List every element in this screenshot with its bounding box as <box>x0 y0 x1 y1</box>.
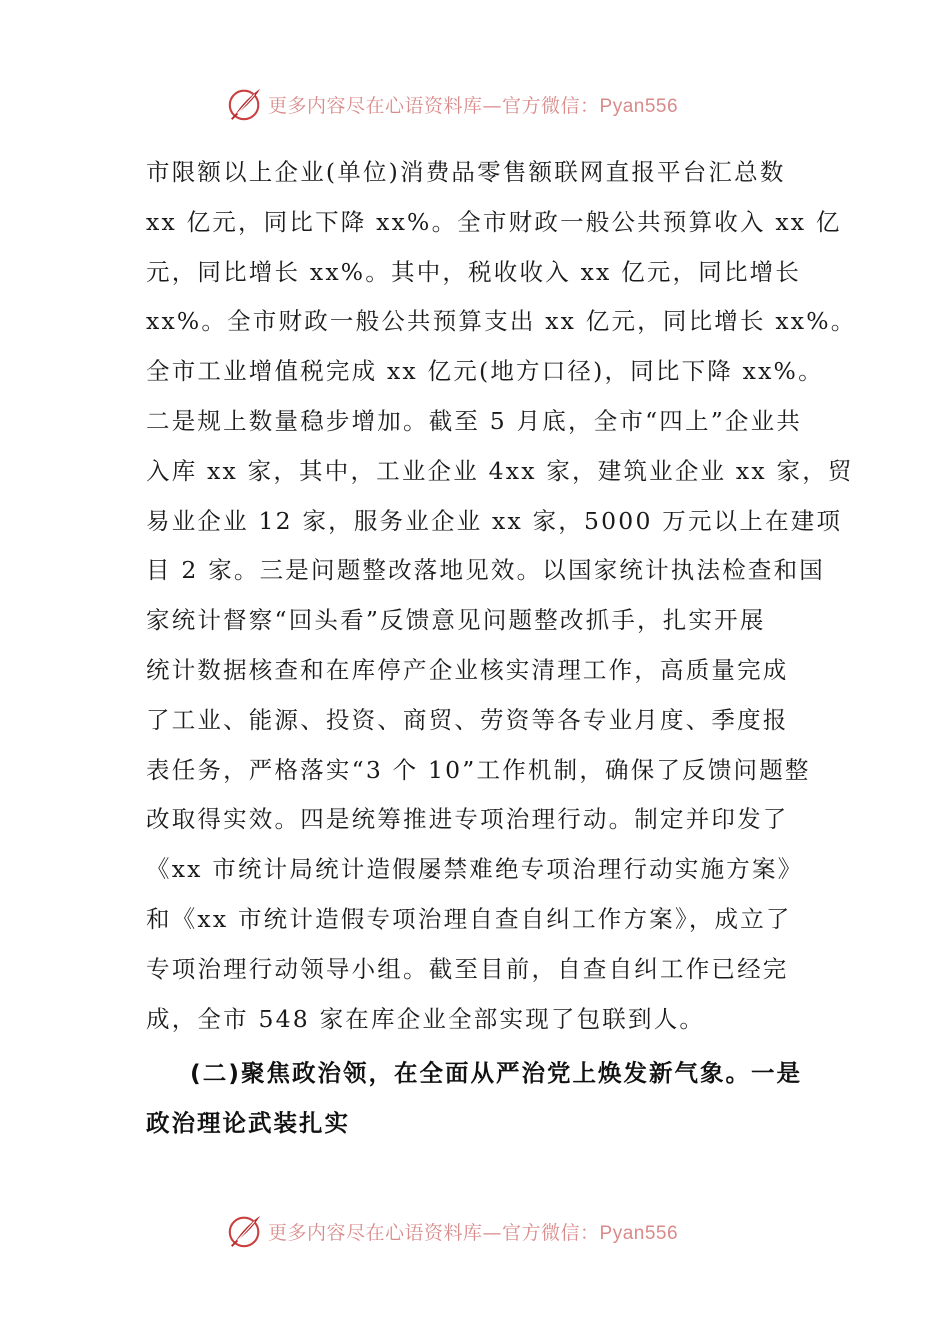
text-line: 专项治理行动领导小组。截至目前，自查自纠工作已经完 <box>146 954 789 983</box>
text-line: 市限额以上企业(单位)消费品零售额联网直报平台汇总数 <box>146 158 786 186</box>
text-line: 家统计督察“回头看”反馈意见问题整改抓手，扎实开展 <box>146 606 766 635</box>
footer-watermark <box>226 1211 746 1251</box>
watermark-text: 更多内容尽在心语资料库—官方微信：Pyan556 <box>268 1221 679 1244</box>
text-line: xx 亿元，同比下降 xx%。全市财政一般公共预算收入 xx 亿 <box>146 207 842 236</box>
text-line: 改取得实效。四是统筹推进专项治理行动。制定并印发了 <box>146 805 789 834</box>
text-line: 统计数据核查和在库停产企业核实清理工作，高质量完成 <box>146 655 789 684</box>
text-line: 全市工业增值税完成 xx 亿元(地方口径)，同比下降 xx%。 <box>146 357 824 386</box>
text-line: 二是规上数量稳步增加。截至 5 月底，全市“四上”企业共 <box>146 406 803 435</box>
body-paragraph <box>146 148 857 1044</box>
heading-line: 政治理论武装扎实 <box>146 1108 350 1137</box>
text-line: 入库 xx 家，其中，工业企业 4xx 家，建筑业企业 xx 家，贸 <box>146 456 854 485</box>
heading-line: (二)聚焦政治领，在全面从严治党上焕发新气象。一是 <box>190 1059 802 1087</box>
text-line: 成，全市 548 家在库企业全部实现了包联到人。 <box>146 1004 706 1033</box>
text-line: 目 2 家。三是问题整改落地见效。以国家统计执法检查和国 <box>146 556 825 585</box>
watermark-text: 更多内容尽在心语资料库—官方微信：Pyan556 <box>268 94 679 117</box>
text-line: 了工业、能源、投资、商贸、劳资等各专业月度、季度报 <box>146 705 789 734</box>
text-line: 易业企业 12 家，服务业企业 xx 家，5000 万元以上在建项 <box>146 506 843 535</box>
text-line: 表任务，严格落实“3 个 10”工作机制，确保了反馈问题整 <box>146 755 811 784</box>
text-line: 和《xx 市统计造假专项治理自查自纠工作方案》，成立了 <box>146 904 792 933</box>
text-line: xx%。全市财政一般公共预算支出 xx 亿元，同比增长 xx%。 <box>146 307 857 336</box>
quill-pen-logo-icon <box>226 1212 264 1250</box>
text-line: 元，同比增长 xx%。其中，税收收入 xx 亿元，同比增长 <box>146 257 802 286</box>
header-watermark <box>226 84 746 124</box>
text-line: 《xx 市统计局统计造假屡禁难绝专项治理行动实施方案》 <box>146 855 804 884</box>
quill-pen-logo-icon <box>226 85 264 123</box>
section-heading <box>146 1049 808 1148</box>
